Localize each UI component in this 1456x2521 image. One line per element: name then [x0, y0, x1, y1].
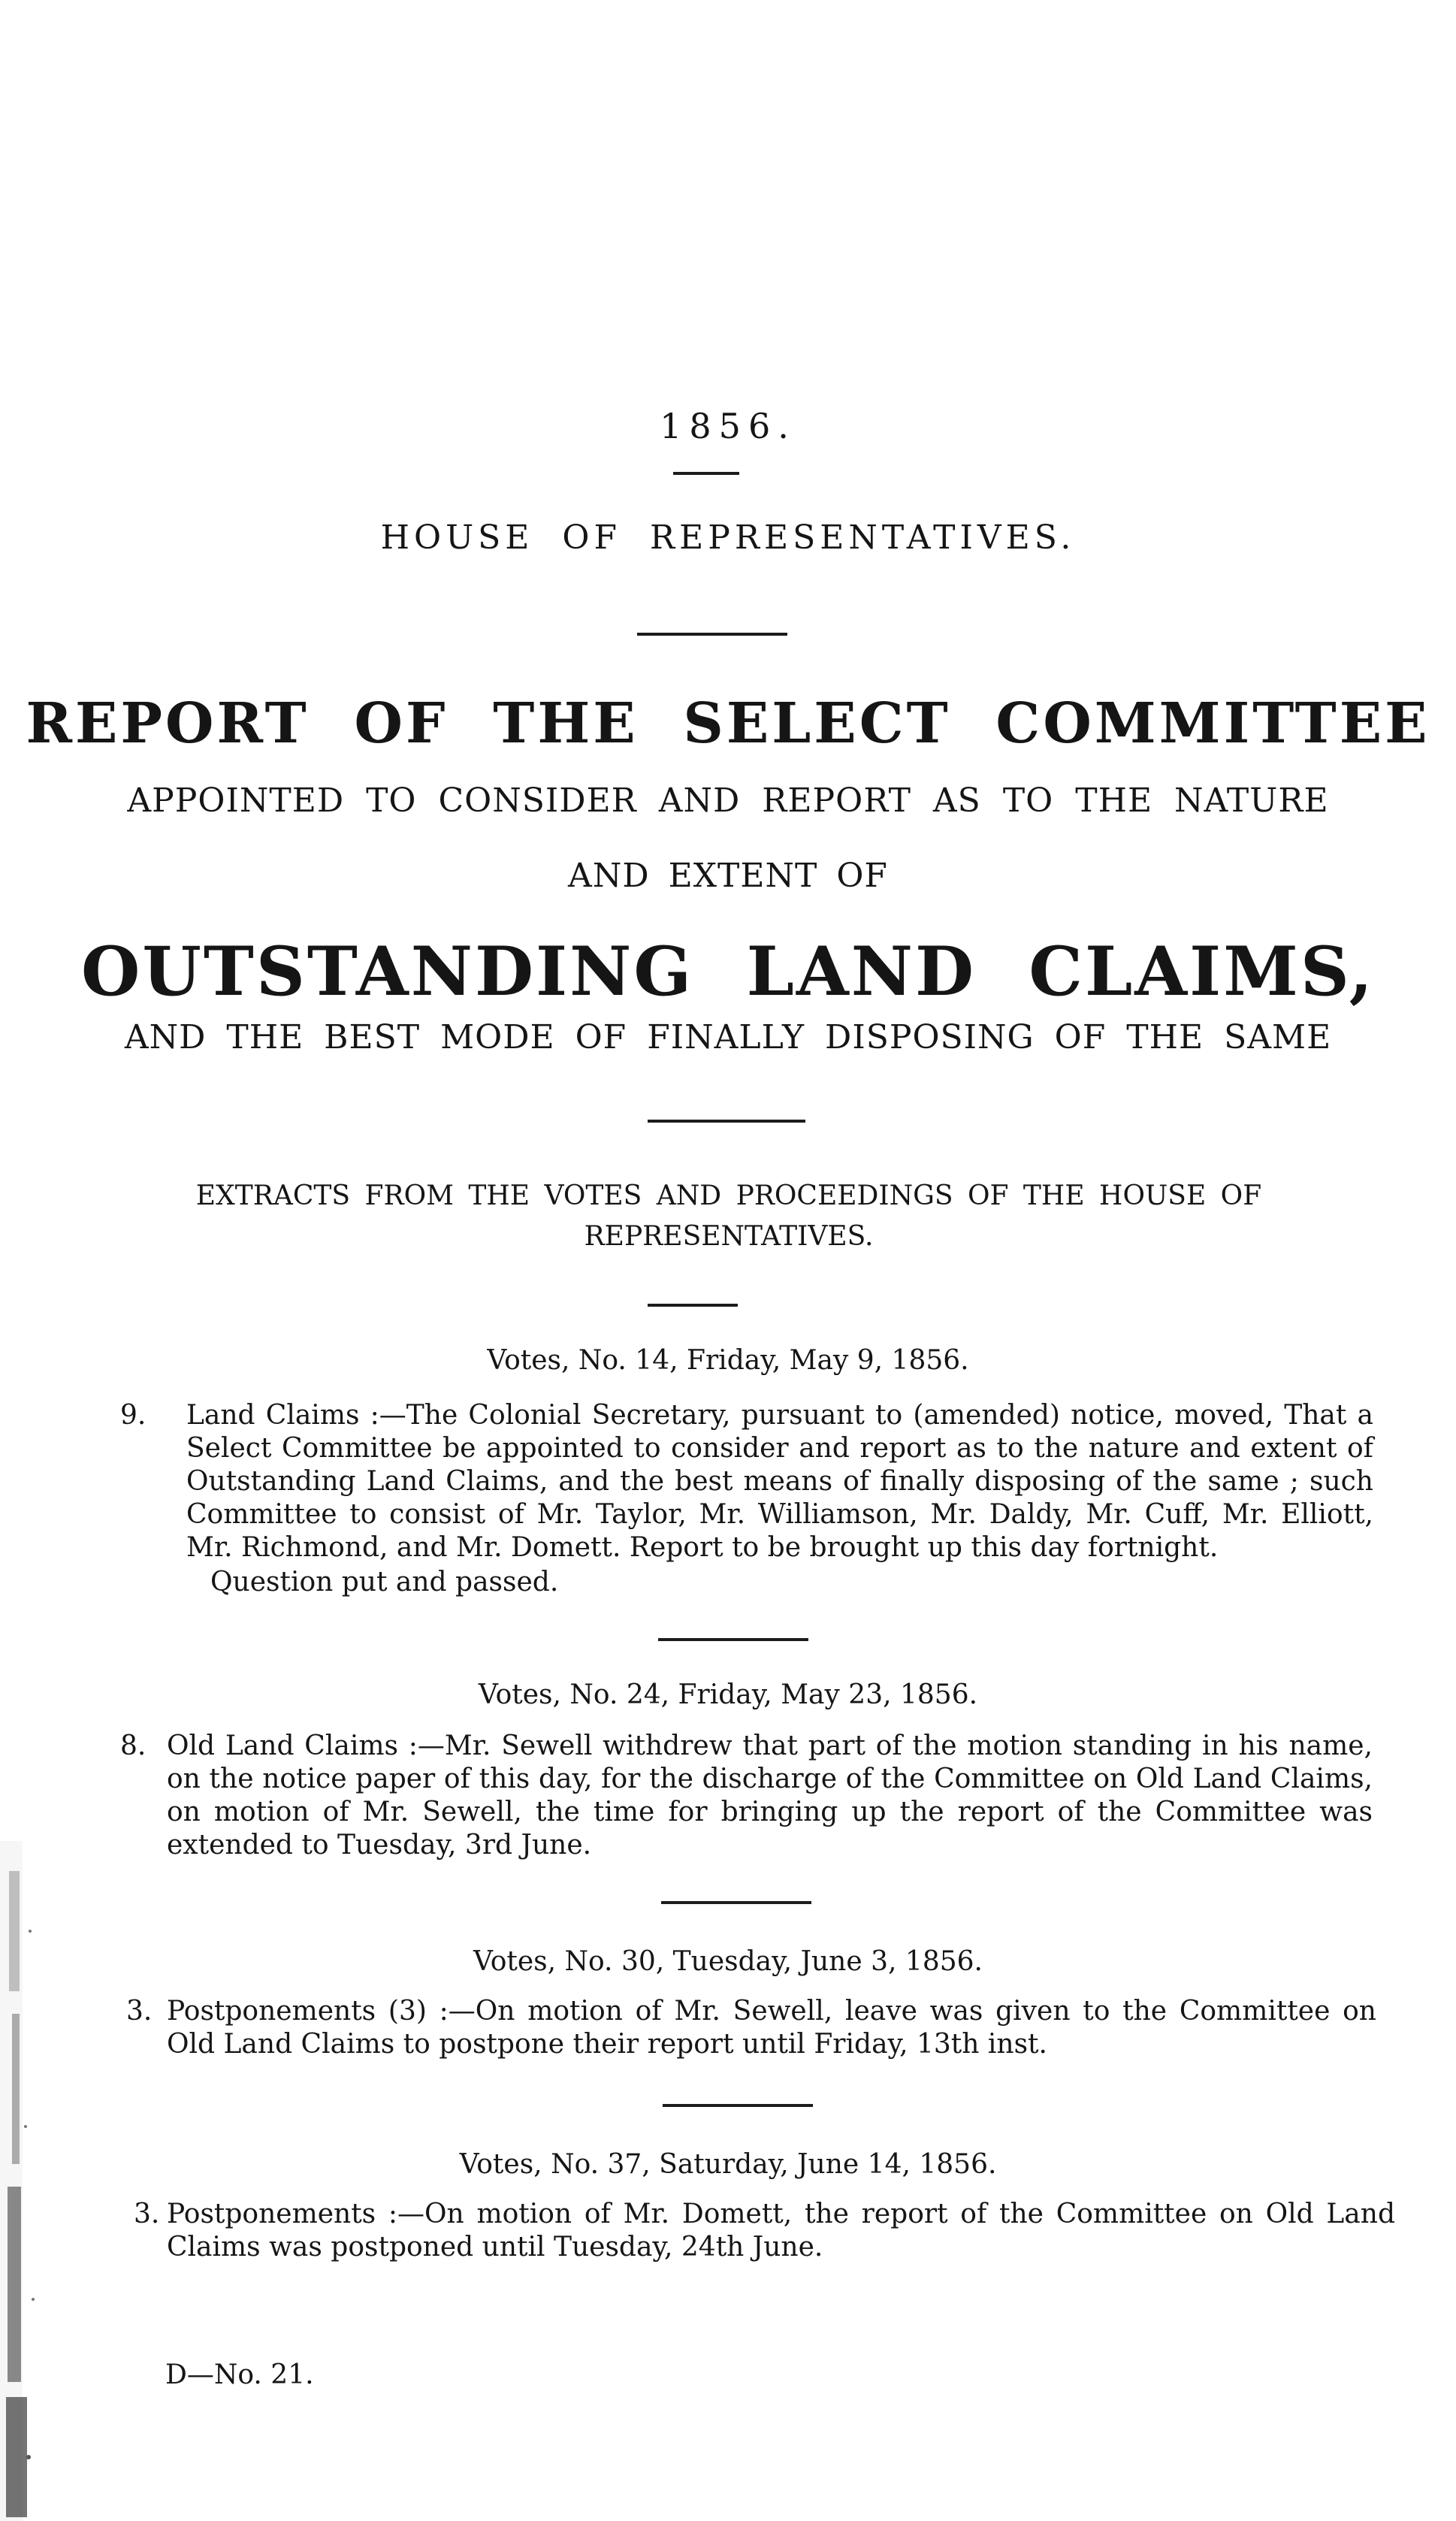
divider-rule [663, 2104, 813, 2107]
entry-number: 8. [120, 1731, 147, 1761]
votes-heading: Votes, No. 37, Saturday, June 14, 1856. [459, 2149, 997, 2180]
extracts-heading: EXTRACTS FROM THE VOTES AND PROCEEDINGS OF THE HOUSE OF REPRESENTATIVES. [195, 1180, 1262, 1252]
entry-text: Old Land Claims :—Mr. Sewell withdrew that part of the motion standing in his name, on the notice paper of this day, for the discharge of the Committee on Old Land Claims, on motion of Mr. Sewell, the time for bringing up the report of the Committee was extended to Tuesday, 3rd June. [167, 1731, 1373, 1861]
entry-number: 3. [126, 1996, 153, 2027]
house-heading: HOUSE OF REPRESENTATIVES. [380, 518, 1076, 557]
entry-text: Postponements (3) :—On motion of Mr. Sewell, leave was given to the Committee on Old Land Claims to postpone their report until Friday, 13th inst. [167, 1996, 1376, 2060]
report-subtitle-continued: AND EXTENT OF [568, 857, 888, 895]
divider-rule [648, 1120, 805, 1123]
entry-text: Postponements :—On motion of Mr. Domett, the report of the Committee on Old Land Claims was postponed until Tuesday, 24th June. [167, 2199, 1395, 2263]
divider-rule [648, 1304, 738, 1307]
speckle [29, 1930, 32, 1933]
entry-note: Question put and passed. [210, 1567, 559, 1598]
divider-rule [658, 1638, 808, 1641]
entry-text: Land Claims :—The Colonial Secretary, pursuant to (amended) notice, moved, That a Select Committee be appointed to consider and report as to the nature and extent of Outstanding Land Claims, and the best means of finally disposing of the same ; such Committee to consist of Mr. Taylor, Mr. Williamson, Mr. Daldy, Mr. Cuff, Mr. Elliott, Mr. Richmond, and Mr. Domett. Report to be brought up this day fortnight. [186, 1400, 1373, 1563]
entry-number: 9. [120, 1400, 147, 1431]
best-mode-heading: AND THE BEST MODE OF FINALLY DISPOSING OF THE SAME [124, 1018, 1332, 1056]
speckle [6, 2397, 27, 2517]
land-claims-heading: OUTSTANDING LAND CLAIMS, [81, 932, 1375, 1011]
document-reference: D—No. 21. [165, 2359, 314, 2390]
votes-heading: Votes, No. 30, Tuesday, June 3, 1856. [473, 1946, 983, 1977]
report-title: REPORT OF THE SELECT COMMITTEE [26, 691, 1430, 756]
report-subtitle: APPOINTED TO CONSIDER AND REPORT AS TO THE NATURE [127, 781, 1329, 820]
speckle [8, 2187, 21, 2382]
votes-heading: Votes, No. 24, Friday, May 23, 1856. [478, 1679, 978, 1710]
divider-rule [661, 1901, 811, 1904]
page-edge-speckle [0, 1841, 68, 2521]
year: 1856. [660, 406, 796, 446]
speckle [9, 1871, 20, 1991]
speckle [12, 2014, 20, 2164]
speckle [32, 2298, 35, 2301]
divider-rule [637, 633, 787, 636]
votes-heading: Votes, No. 14, Friday, May 9, 1856. [487, 1345, 969, 1376]
divider-rule [673, 472, 739, 475]
entry-number: 3. [134, 2199, 160, 2229]
speckle [24, 2125, 27, 2128]
speckle [26, 2455, 31, 2459]
